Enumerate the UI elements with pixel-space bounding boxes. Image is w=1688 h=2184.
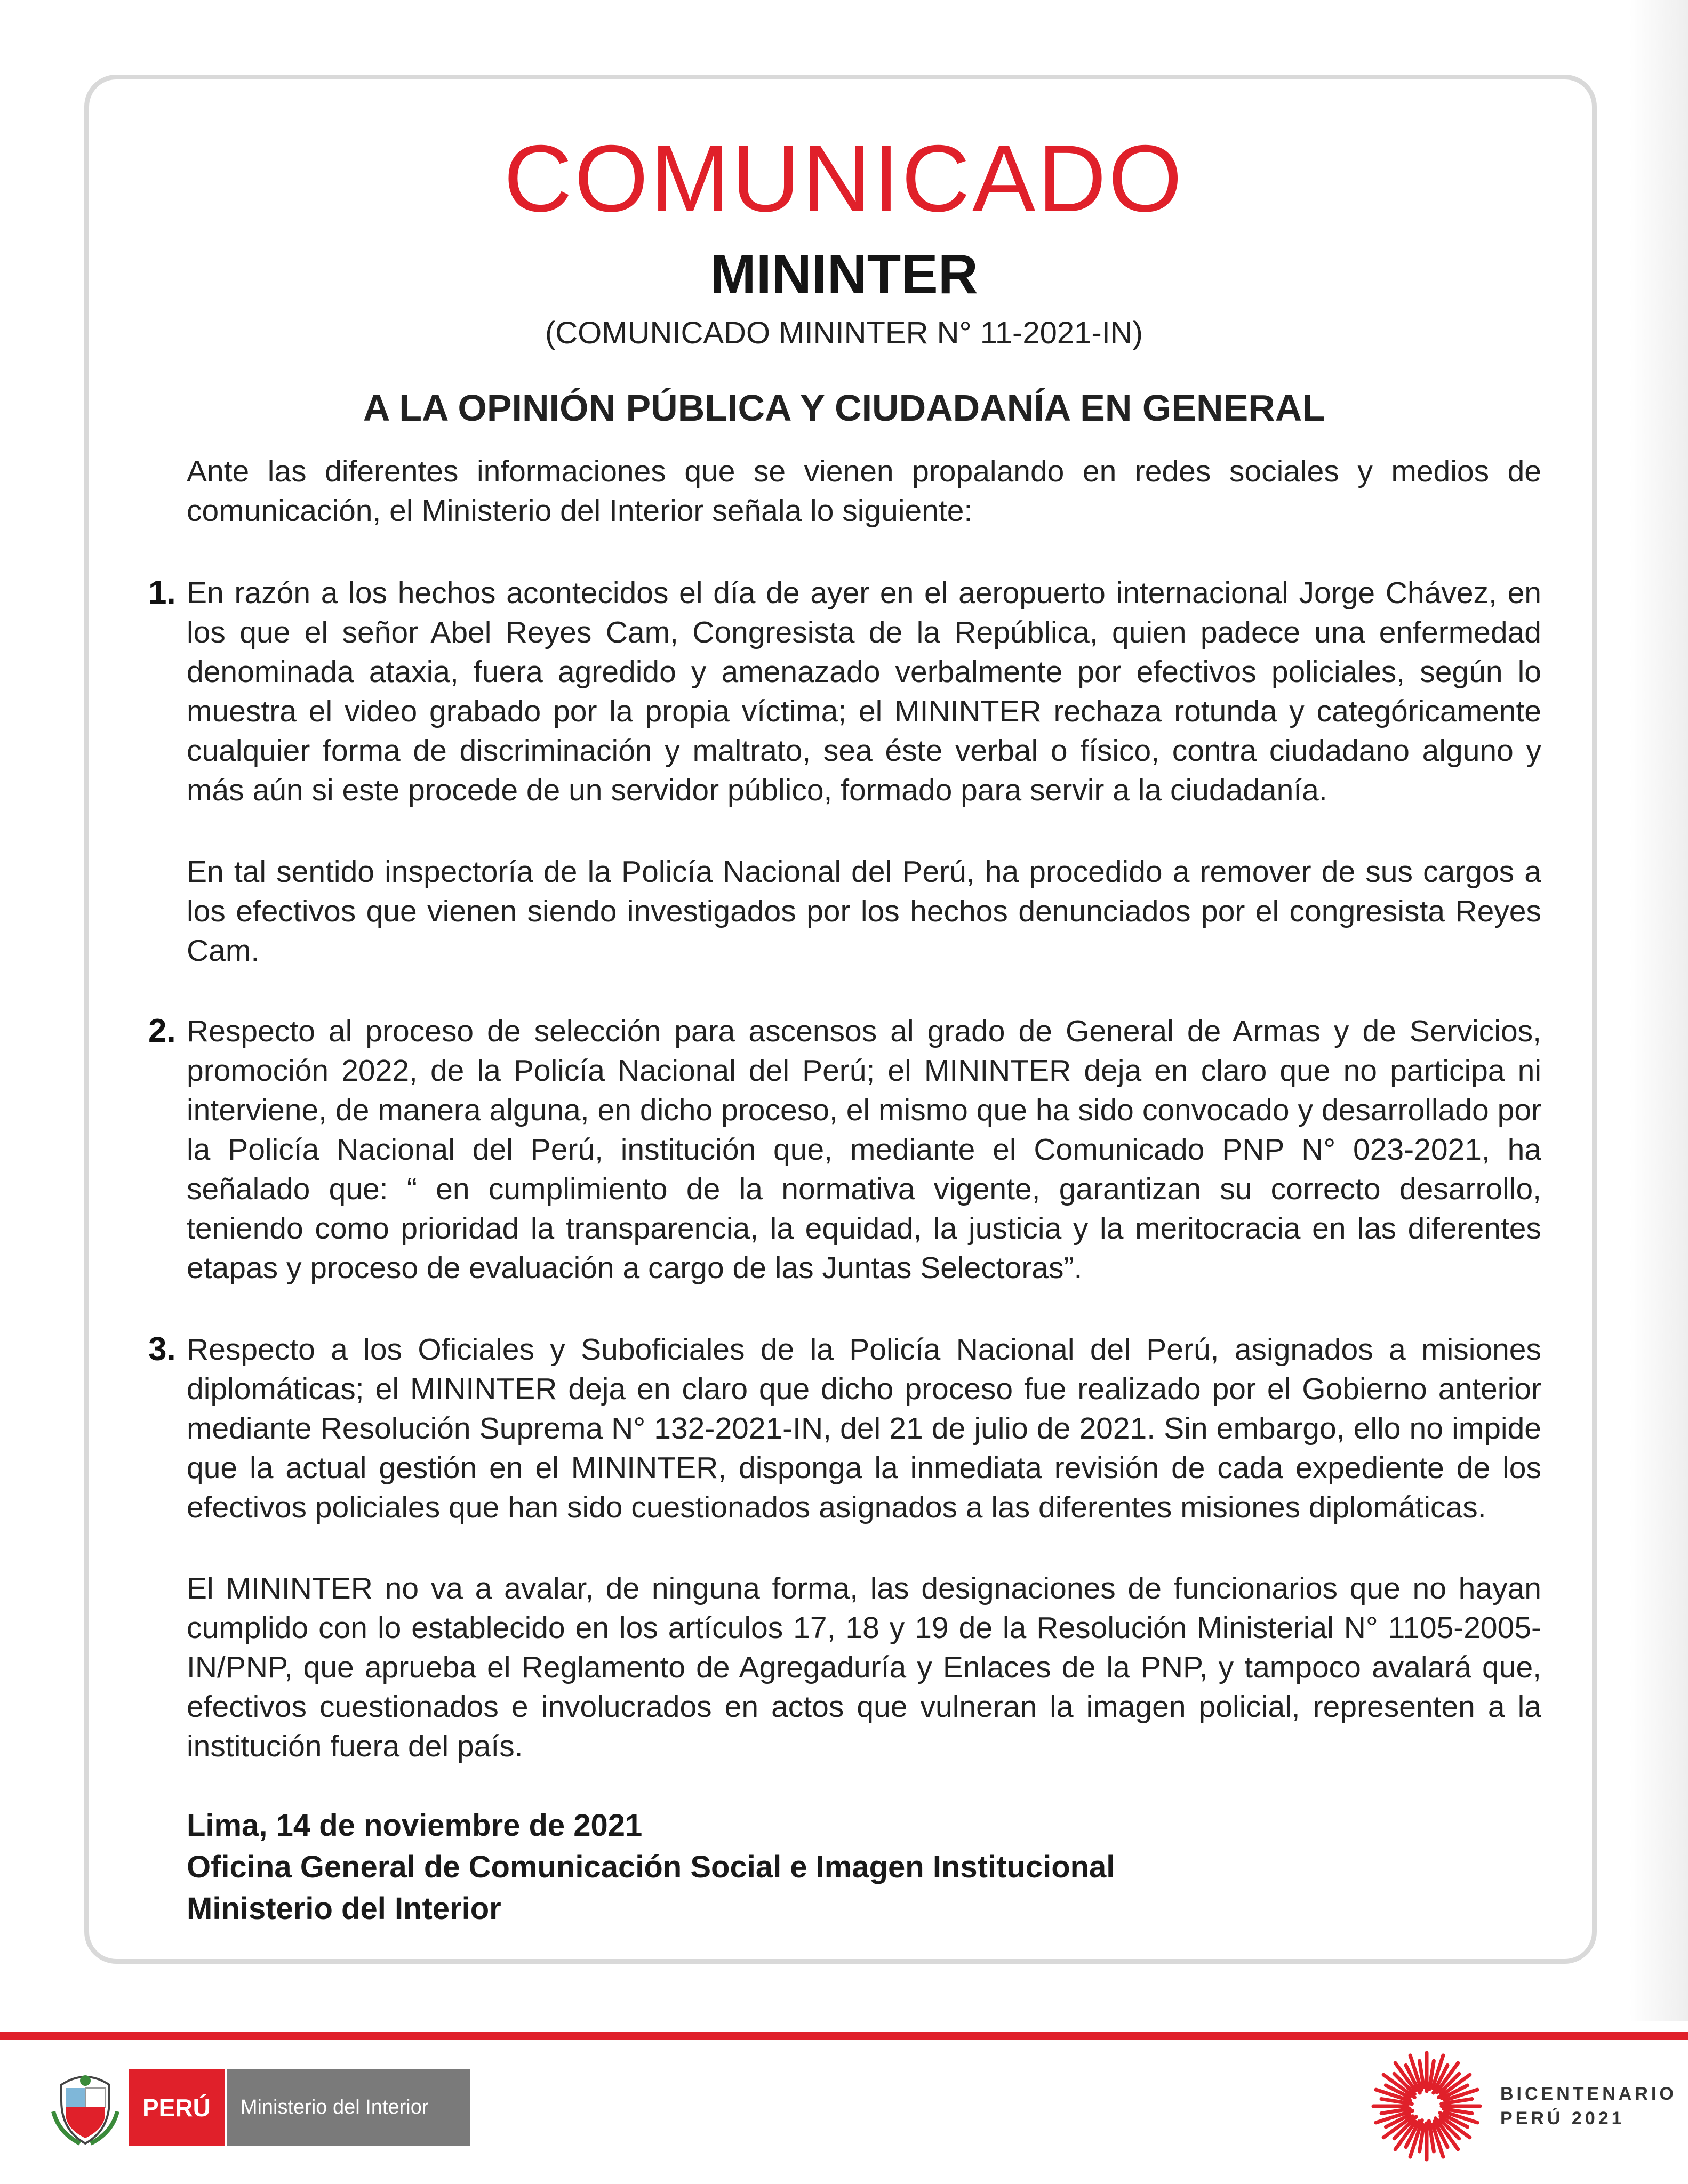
ministry-label: Ministerio del Interior [225, 2069, 470, 2146]
bicentenario-logo [1368, 2048, 1677, 2165]
signature-block [187, 1805, 1520, 1930]
intro-paragraph: Ante las diferentes informaciones que se vienen propalando en redes sociales y medios de comunicación, el Ministerio del Interior señala lo siguiente: [187, 454, 1541, 528]
item-number-1: 1. [148, 574, 176, 611]
bicentenario-line1: BICENTENARIO [1500, 2084, 1677, 2104]
bicentenario-line2: PERÚ 2021 [1500, 2108, 1625, 2129]
document-code: (COMUNICADO MININTER N° 11-2021-IN) [545, 316, 1143, 350]
item-text-3: Respecto a los Oficiales y Suboficiales de la Policía Nacional del Perú, asignados a misiones diplomáticas; el MININTER deja en claro que dicho proceso fue realizado por el Gobierno anterior mediante Resolución Suprema N° 132-2021-IN, del 21 de julio de 2021. Sin embargo, ello no impide que la actual gestión en el MININTER, disponga la inmediata revisión de cada expediente de los efectivos policiales que han sido cuestionados asignados a las diferentes misiones diplomáticas. [187, 1332, 1541, 1524]
peru-label: PERÚ [129, 2069, 225, 2146]
document-title: COMUNICADO [503, 125, 1185, 231]
ministry-logo [51, 2069, 470, 2146]
bicentenario-emblem-icon [1368, 2048, 1485, 2165]
document-subtitle: MININTER [710, 244, 978, 306]
signature-ministry: Ministerio del Interior [187, 1891, 501, 1926]
item-followup-1: En tal sentido inspectoría de la Policía Nacional del Perú, ha procedido a remover de sus cargos a los efectivos que vienen siendo investigados por los hechos denunciados por el congresista Reyes Cam. [187, 855, 1541, 968]
document-heading: A LA OPINIÓN PÚBLICA Y CIUDADANÍA EN GENERAL [363, 387, 1325, 429]
item-followup-3: El MININTER no va a avalar, de ninguna forma, las designaciones de funcionarios que no hayan cumplido con lo establecido en los artículos 17, 18 y 19 de la Resolución Ministerial N° 1105-2005-IN/PNP, que aprueba el Reglamento de Agregaduría y Enlaces de la PNP, y tampoco avalará que, efectivos cuestionados e involucrados en actos que vulneran la imagen policial, representen a la institución fuera del país. [187, 1571, 1541, 1763]
coat-of-arms-icon [51, 2069, 120, 2146]
signature-office: Oficina General de Comunicación Social e Imagen Institucional [187, 1850, 1115, 1884]
item-text-2: Respecto al proceso de selección para ascensos al grado de General de Armas y de Servicios, promoción 2022, de la Policía Nacional del Perú; el MININTER deja en claro que no participa ni interviene, de manera alguna, en dicho proceso, el mismo que ha sido convocado y desarrollado por la Policía Nacional del Perú, institución que, mediante el Comunicado PNP N° 023-2021, ha señalado que: “ en cumplimiento de la normativa vigente, garantizan su correcto desarrollo, teniendo como prioridad la transparencia, la equidad, la justicia y la meritocracia en las diferentes etapas y proceso de evaluación a cargo de las Juntas Selectoras”. [187, 1014, 1541, 1285]
item-number-2: 2. [148, 1013, 176, 1049]
item-number-3: 3. [148, 1331, 176, 1368]
footer-divider [0, 2032, 1688, 2040]
item-text-1: En razón a los hechos acontecidos el día de ayer en el aeropuerto internacional Jorge Chávez, en los que el señor Abel Reyes Cam, Congresista de la República, quien padece una enfermedad denominada ataxia, fuera agredido y amenazado verbalmente por efectivos policiales, según lo muestra el video grabado por la propia víctima; el MININTER rechaza rotunda y categóricamente cualquier forma de discriminación y maltrato, sea éste verbal o físico, contra ciudadano alguno y más aún si este procede de un servidor público, formado para servir a la ciudadanía. [187, 576, 1541, 807]
bicentenario-text [1500, 2082, 1677, 2131]
signature-date: Lima, 14 de noviembre de 2021 [187, 1808, 643, 1843]
